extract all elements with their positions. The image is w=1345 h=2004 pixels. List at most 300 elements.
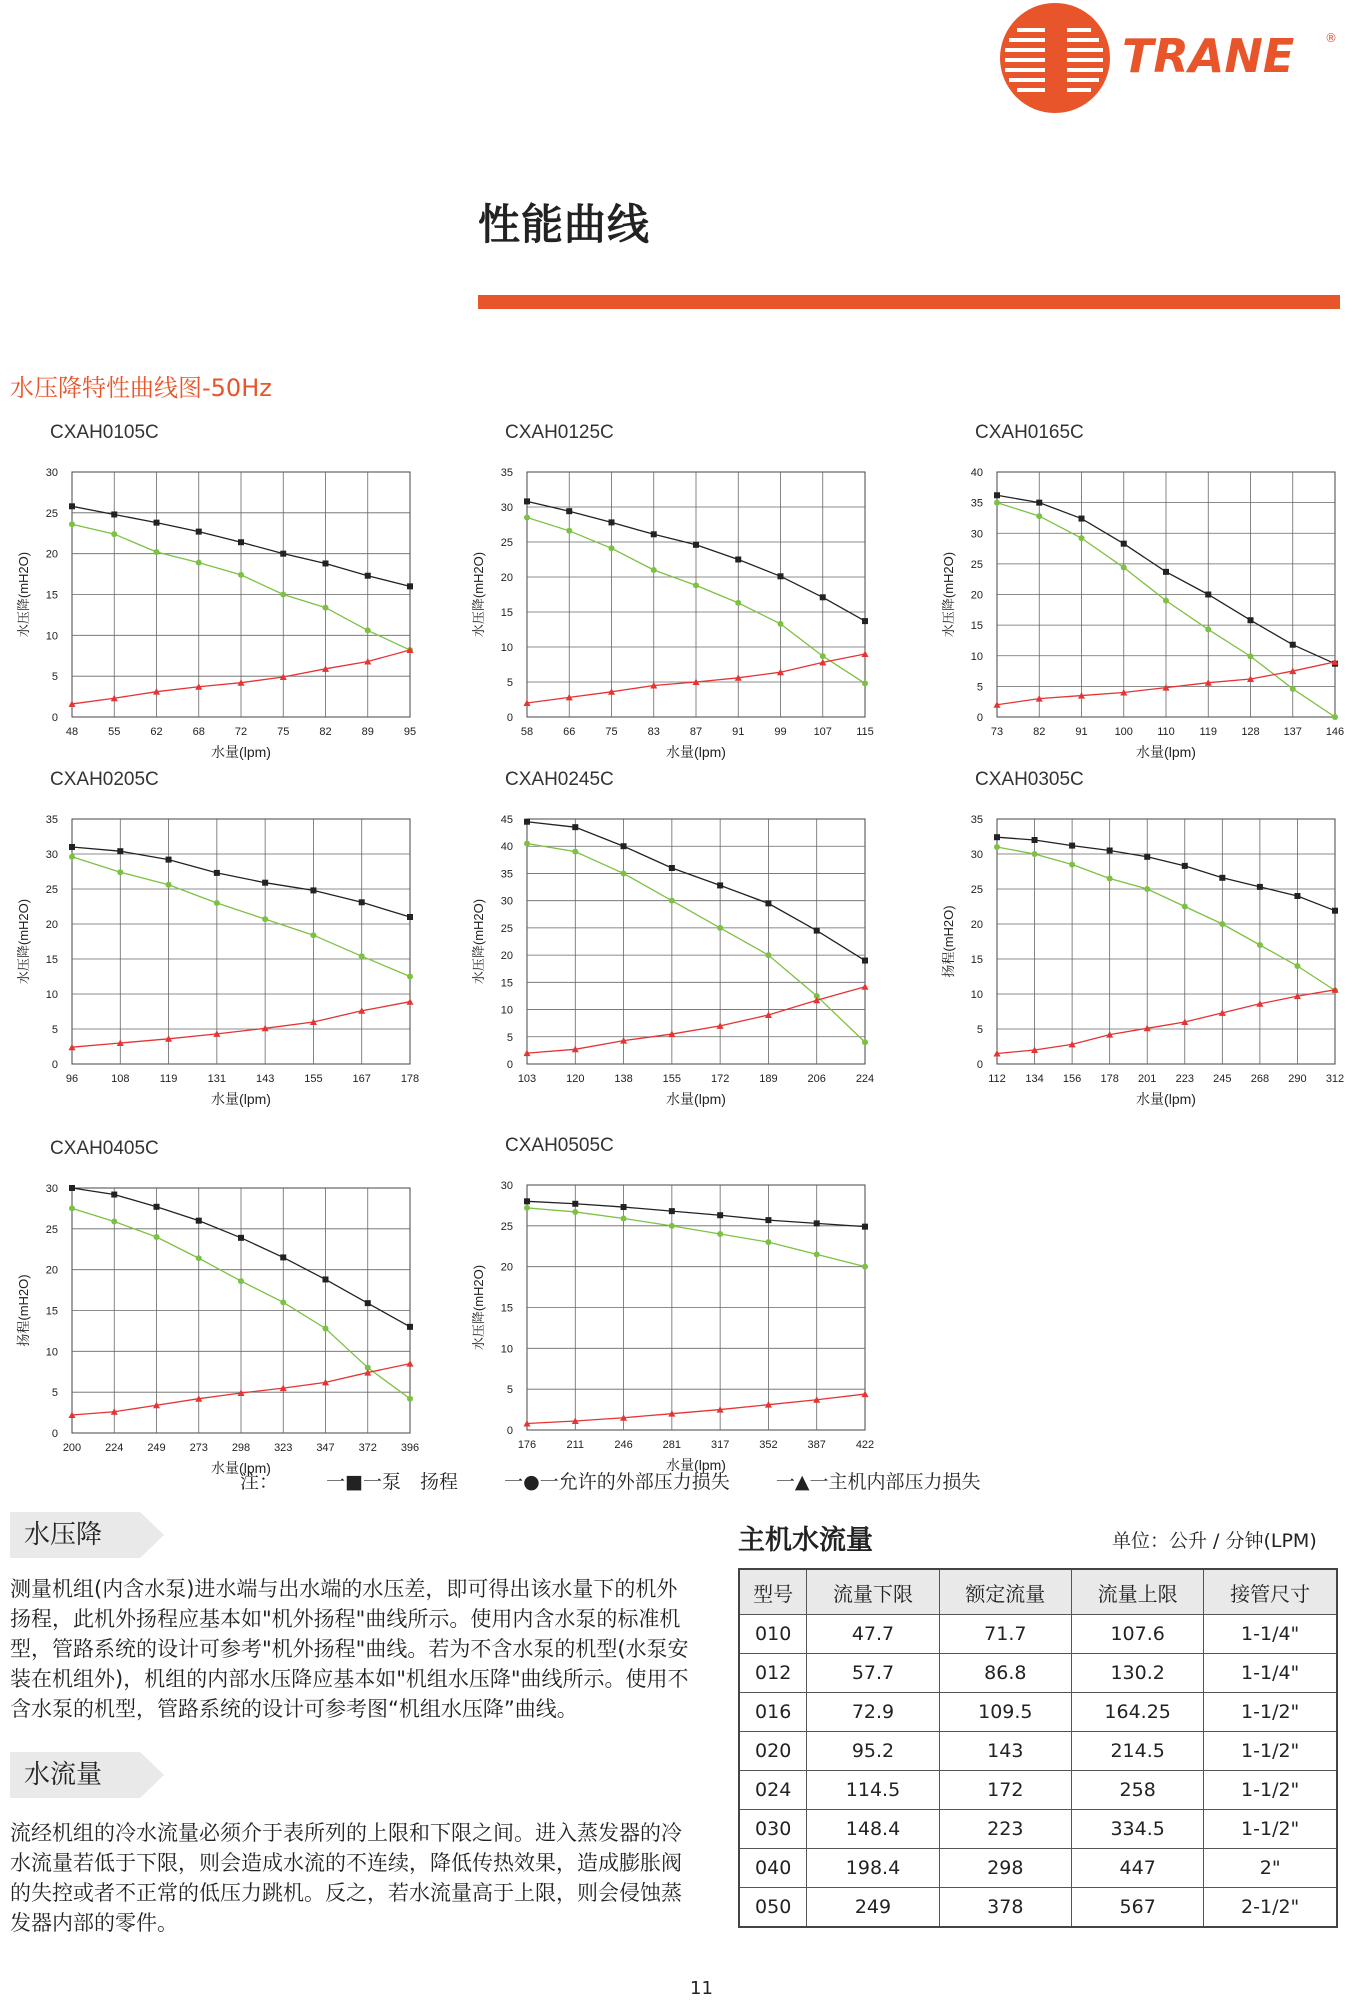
y-tick-label: 25 [500, 537, 513, 549]
data-point-external [609, 545, 615, 551]
table-cell: 47.7 [807, 1615, 939, 1654]
table-row [739, 1810, 1337, 1849]
y-tick-label: 20 [970, 919, 983, 931]
y-tick-label: 5 [976, 681, 983, 694]
table-cell: 016 [739, 1693, 807, 1732]
x-tick-label: 178 [1100, 1073, 1119, 1085]
x-tick-label: 110 [1157, 726, 1175, 738]
data-point-pump [310, 887, 316, 893]
table-cell: 114.5 [807, 1771, 939, 1810]
y-tick-label: 40 [970, 467, 983, 479]
data-point-external [994, 500, 1000, 506]
table-cell: 57.7 [807, 1654, 939, 1693]
data-point-external [238, 1278, 244, 1284]
y-tick-label: 10 [500, 1004, 513, 1017]
x-tick-label: 120 [566, 1073, 585, 1085]
table-cell: 164.25 [1071, 1693, 1203, 1732]
table-row [739, 1888, 1337, 1928]
table-header-row [739, 1569, 1337, 1615]
y-tick-label: 35 [970, 497, 983, 510]
x-tick-label: 108 [111, 1073, 130, 1085]
y-tick-label: 0 [51, 712, 58, 724]
x-tick-label: 422 [855, 1439, 875, 1451]
y-tick-label: 35 [45, 814, 58, 826]
x-tick-label: 48 [65, 726, 79, 738]
data-point-pump [1107, 848, 1113, 854]
x-tick-label: 115 [856, 726, 874, 738]
x-tick-label: 189 [759, 1073, 778, 1085]
chart-cxah0245c [455, 767, 875, 1112]
table-cell: 95.2 [807, 1732, 939, 1771]
y-axis-label: 水压降(mH2O) [941, 551, 956, 638]
table-cell: 143 [939, 1732, 1071, 1771]
data-point-external [69, 521, 75, 527]
x-tick-label: 119 [1199, 726, 1218, 738]
data-point-pump [1257, 884, 1263, 890]
chart-cxah0405c [0, 1136, 420, 1481]
y-tick-label: 10 [500, 642, 513, 654]
x-tick-label: 178 [400, 1073, 420, 1085]
x-tick-label: 55 [108, 726, 121, 738]
table-cell: 258 [1071, 1771, 1203, 1810]
table-cell: 567 [1071, 1888, 1203, 1928]
table-cell: 1-1/2" [1204, 1810, 1337, 1849]
y-tick-label: 10 [45, 630, 58, 643]
data-point-external [1069, 862, 1075, 868]
water-drop-text: 测量机组(内含水泵)进水端与出水端的水压差，即可得出该水量下的机外扬程，此机外扬程应基本如"机外扬程"曲线所示。使用内含水泵的标准机型，管路系统的设计可参考"机外扬程"曲线。若为不含水泵的机型(水泵安装在机组外)，机组的内部水压降应基本如"机组水压降"曲线所示。使用不含水泵的机型，管路系统的设计可参考图“机组水压降”曲线。 [10, 1577, 689, 1721]
x-tick-label: 317 [710, 1439, 730, 1451]
x-tick-label: 249 [147, 1442, 166, 1454]
svg-text:®: ® [1325, 31, 1337, 45]
y-tick-label: 30 [45, 467, 58, 479]
x-tick-label: 72 [234, 726, 248, 738]
data-point-pump [862, 618, 868, 624]
data-point-external [280, 1299, 286, 1305]
data-point-pump [717, 1212, 723, 1218]
y-tick-label: 30 [45, 1183, 58, 1195]
y-tick-label: 15 [500, 1302, 513, 1315]
data-point-pump [572, 1201, 578, 1207]
data-point-pump [365, 1300, 371, 1306]
chart-cxah0165c [925, 420, 1345, 765]
table-cell: 378 [939, 1888, 1071, 1928]
data-point-external [365, 627, 371, 633]
data-point-external [154, 1234, 160, 1240]
table-cell: 198.4 [807, 1849, 939, 1888]
table-cell: 040 [739, 1849, 807, 1888]
x-axis-label: 水量(lpm) [1136, 744, 1196, 760]
table-cell: 172 [939, 1771, 1071, 1810]
table-cell: 109.5 [939, 1693, 1071, 1732]
x-tick-label: 95 [403, 726, 417, 738]
water-flow-text: 流经机组的冷水流量必须介于表所列的上限和下限之间。进入蒸发器的冷水流量若低于下限，则会造成水流的不连续，降低传热效果，造成膨胀阀的失控或者不正常的低压力跳机。反之，若水流量高于上限，则会侵蚀蒸发器内部的零件。 [10, 1821, 682, 1935]
table-cell: 010 [739, 1615, 807, 1654]
x-tick-label: 83 [647, 726, 660, 738]
y-tick-label: 20 [500, 950, 513, 963]
data-point-pump [111, 1192, 117, 1198]
x-tick-label: 134 [1025, 1073, 1044, 1085]
data-point-pump [524, 819, 530, 825]
y-tick-label: 15 [500, 607, 513, 619]
y-tick-label: 0 [506, 1425, 513, 1437]
data-point-external [524, 1205, 530, 1211]
data-point-pump [1121, 541, 1127, 547]
data-point-internal [862, 651, 869, 658]
data-point-pump [1144, 854, 1150, 860]
data-point-pump [262, 880, 268, 886]
x-tick-label: 268 [1250, 1073, 1270, 1085]
data-point-external [862, 680, 868, 686]
x-tick-label: 200 [62, 1442, 82, 1454]
x-axis-label: 水量(lpm) [666, 744, 726, 760]
series-line-external [72, 857, 410, 977]
data-point-pump [1205, 592, 1211, 598]
data-point-external [196, 560, 202, 566]
table-cell: 024 [739, 1771, 807, 1810]
data-point-pump [407, 1324, 413, 1330]
x-tick-label: 372 [358, 1442, 377, 1454]
x-tick-label: 73 [990, 726, 1004, 738]
y-tick-label: 15 [970, 620, 983, 633]
data-point-external [154, 549, 160, 555]
y-tick-label: 20 [970, 589, 983, 602]
data-point-external [1107, 876, 1113, 882]
data-point-external [566, 528, 572, 534]
y-axis-label: 水压降(mH2O) [471, 551, 486, 638]
data-point-external [69, 1205, 75, 1211]
data-point-pump [280, 551, 286, 557]
data-point-external [765, 1239, 771, 1245]
data-point-external [117, 869, 123, 875]
water-drop-heading: 水压降 [10, 1512, 140, 1558]
x-tick-label: 62 [150, 726, 163, 738]
data-point-pump [1219, 875, 1225, 881]
y-tick-label: 25 [970, 558, 983, 571]
data-point-external [572, 849, 578, 855]
y-tick-label: 20 [45, 548, 58, 561]
x-axis-label: 水量(lpm) [211, 1091, 271, 1107]
data-point-pump [524, 1198, 530, 1204]
data-point-external [1182, 904, 1188, 910]
x-tick-label: 82 [319, 726, 332, 738]
data-point-external [1332, 714, 1338, 720]
y-tick-label: 30 [970, 528, 983, 541]
chart-legend [240, 1467, 1060, 1497]
y-tick-label: 30 [500, 895, 513, 908]
water-flow-heading: 水流量 [10, 1752, 140, 1798]
data-point-external [524, 841, 530, 847]
header-min-flow: 流量下限 [807, 1569, 939, 1615]
data-point-external [407, 1396, 413, 1402]
x-tick-label: 312 [1325, 1073, 1345, 1085]
chart-title: CXAH0405C [50, 1138, 159, 1159]
table-cell: 1-1/2" [1204, 1771, 1337, 1810]
x-tick-label: 107 [813, 726, 832, 738]
y-tick-label: 30 [45, 849, 58, 861]
data-point-pump [669, 865, 675, 871]
data-point-pump [69, 844, 75, 850]
y-tick-label: 40 [500, 841, 513, 854]
data-point-pump [238, 539, 244, 545]
data-point-pump [214, 870, 220, 876]
x-tick-label: 290 [1288, 1073, 1307, 1085]
x-tick-label: 131 [207, 1073, 227, 1085]
table-cell: 2" [1204, 1849, 1337, 1888]
legend-note: 注： [240, 1471, 279, 1493]
x-tick-label: 245 [1213, 1073, 1232, 1085]
data-point-external [1294, 963, 1300, 969]
table-cell: 030 [739, 1810, 807, 1849]
x-tick-label: 246 [614, 1439, 633, 1451]
data-point-external [669, 1223, 675, 1229]
y-axis-label: 水压降(mH2O) [471, 898, 486, 985]
data-point-pump [1036, 500, 1042, 506]
data-point-pump [735, 557, 741, 563]
data-point-pump [196, 529, 202, 535]
data-point-external [238, 572, 244, 578]
chart-cxah0505c [455, 1133, 875, 1478]
legend-internal: 一▲一主机内部压力损失 [775, 1471, 981, 1493]
chart-title: CXAH0205C [50, 769, 159, 790]
data-point-pump [1079, 516, 1085, 522]
header-rated-flow: 额定流量 [939, 1569, 1071, 1615]
x-tick-label: 387 [807, 1439, 826, 1451]
table-cell: 249 [807, 1888, 939, 1928]
data-point-internal [862, 983, 869, 990]
table-cell: 050 [739, 1888, 807, 1928]
data-point-pump [280, 1254, 286, 1260]
y-tick-label: 45 [500, 814, 513, 826]
chart-cxah0105c [0, 420, 420, 765]
data-point-pump [669, 1208, 675, 1214]
legend-pump: 一■一泵 扬程 [326, 1471, 459, 1493]
legend-external: 一●一允许的外部压力损失 [504, 1471, 730, 1493]
series-line-internal [72, 1002, 410, 1047]
data-point-external [524, 515, 530, 521]
flow-table-title: 主机水流量 [738, 1525, 873, 1556]
x-tick-label: 68 [192, 726, 205, 738]
data-point-external [1219, 921, 1225, 927]
table-cell: 298 [939, 1849, 1071, 1888]
table-cell: 012 [739, 1654, 807, 1693]
table-cell: 020 [739, 1732, 807, 1771]
data-point-pump [69, 503, 75, 509]
table-cell: 447 [1071, 1849, 1203, 1888]
y-tick-label: 0 [51, 1428, 58, 1440]
x-tick-label: 137 [1283, 726, 1302, 738]
data-point-external [765, 952, 771, 958]
data-point-external [280, 592, 286, 598]
data-point-external [820, 653, 826, 659]
data-point-pump [1248, 617, 1254, 623]
data-point-pump [621, 1204, 627, 1210]
data-point-external [717, 925, 723, 931]
x-tick-label: 91 [732, 726, 745, 738]
data-point-external [214, 900, 220, 906]
data-point-pump [1069, 843, 1075, 849]
x-tick-label: 172 [710, 1073, 730, 1085]
data-point-pump [765, 1217, 771, 1223]
data-point-pump [1182, 863, 1188, 869]
x-tick-label: 298 [231, 1442, 251, 1454]
data-point-internal [407, 998, 414, 1005]
data-point-external [1248, 653, 1254, 659]
y-tick-label: 30 [970, 849, 983, 861]
table-cell: 148.4 [807, 1810, 939, 1849]
data-point-pump [862, 1224, 868, 1230]
data-point-external [1257, 942, 1263, 948]
y-tick-label: 0 [51, 1059, 58, 1071]
y-tick-label: 10 [970, 650, 983, 663]
y-tick-label: 5 [51, 671, 58, 684]
y-tick-label: 0 [506, 1059, 513, 1071]
y-tick-label: 10 [45, 1346, 58, 1359]
title-underline [478, 295, 1340, 309]
y-tick-label: 15 [500, 977, 513, 990]
data-point-external [1036, 513, 1042, 519]
y-tick-label: 0 [506, 712, 513, 724]
y-tick-label: 25 [45, 1223, 58, 1236]
data-point-pump [323, 560, 329, 566]
data-point-external [621, 870, 627, 876]
y-axis-label: 水压降(mH2O) [16, 551, 31, 638]
trane-logo [995, 0, 1340, 115]
table-cell: 1-1/4" [1204, 1615, 1337, 1654]
x-axis-label: 水量(lpm) [666, 1457, 726, 1473]
y-tick-label: 5 [51, 1387, 58, 1400]
y-axis-label: 水压降(mH2O) [16, 898, 31, 985]
data-point-pump [365, 573, 371, 579]
y-tick-label: 35 [500, 868, 513, 881]
data-point-external [621, 1215, 627, 1221]
table-cell: 72.9 [807, 1693, 939, 1732]
y-tick-label: 25 [45, 884, 58, 896]
data-point-pump [407, 914, 413, 920]
data-point-external [196, 1255, 202, 1261]
data-point-external [735, 600, 741, 606]
y-tick-label: 20 [500, 1261, 513, 1274]
y-tick-label: 10 [45, 989, 58, 1001]
data-point-pump [778, 573, 784, 579]
x-tick-label: 155 [304, 1073, 323, 1085]
data-point-pump [994, 492, 1000, 498]
data-point-external [717, 1231, 723, 1237]
x-tick-label: 91 [1075, 726, 1088, 738]
data-point-pump [621, 843, 627, 849]
x-tick-label: 89 [361, 726, 374, 738]
y-tick-label: 5 [506, 1384, 513, 1397]
x-tick-label: 128 [1241, 726, 1260, 738]
y-tick-label: 20 [45, 1264, 58, 1277]
data-point-external [778, 621, 784, 627]
series-line-internal [997, 990, 1335, 1054]
data-point-pump [717, 882, 723, 888]
data-point-external [111, 1218, 117, 1224]
y-tick-label: 25 [500, 1220, 513, 1233]
data-point-external [1163, 598, 1169, 604]
data-point-pump [572, 824, 578, 830]
data-point-internal [407, 1360, 414, 1367]
series-line-pump [72, 847, 410, 917]
y-tick-label: 30 [500, 502, 513, 514]
data-point-external [69, 854, 75, 860]
data-point-external [1032, 851, 1038, 857]
data-point-pump [196, 1218, 202, 1224]
y-tick-label: 10 [500, 1343, 513, 1356]
series-line-pump [997, 837, 1335, 911]
chart-title: CXAH0125C [505, 422, 614, 443]
data-point-external [814, 1251, 820, 1257]
y-tick-label: 15 [45, 589, 58, 602]
y-tick-label: 35 [970, 814, 983, 826]
x-axis-label: 水量(lpm) [211, 1460, 271, 1476]
data-point-external [651, 567, 657, 573]
x-tick-label: 119 [159, 1073, 178, 1085]
x-tick-label: 75 [605, 726, 618, 738]
y-tick-label: 5 [976, 1024, 983, 1036]
x-tick-label: 82 [1033, 726, 1046, 738]
y-tick-label: 5 [506, 677, 513, 689]
data-point-pump [359, 899, 365, 905]
data-point-pump [862, 958, 868, 964]
data-point-pump [166, 857, 172, 863]
x-tick-label: 100 [1114, 726, 1133, 738]
data-point-external [407, 974, 413, 980]
y-tick-label: 0 [976, 1059, 983, 1071]
x-tick-label: 396 [400, 1442, 420, 1454]
data-point-external [862, 1039, 868, 1045]
data-point-pump [820, 594, 826, 600]
table-cell: 2-1/2" [1204, 1888, 1337, 1928]
chart-title: CXAH0245C [505, 769, 614, 790]
data-point-pump [524, 498, 530, 504]
header-max-flow: 流量上限 [1071, 1569, 1203, 1615]
x-axis-label: 水量(lpm) [1136, 1091, 1196, 1107]
y-tick-label: 20 [45, 919, 58, 931]
x-tick-label: 138 [614, 1073, 633, 1085]
data-point-external [1121, 565, 1127, 571]
x-tick-label: 146 [1325, 726, 1345, 738]
chart-title: CXAH0305C [975, 769, 1084, 790]
x-tick-label: 143 [255, 1073, 275, 1085]
x-tick-label: 352 [759, 1439, 778, 1451]
x-axis-label: 水量(lpm) [666, 1091, 726, 1107]
x-tick-label: 224 [855, 1073, 875, 1085]
x-tick-label: 281 [662, 1439, 682, 1451]
x-tick-label: 87 [689, 726, 703, 738]
x-tick-label: 323 [274, 1442, 293, 1454]
table-row [739, 1654, 1337, 1693]
data-point-pump [1294, 893, 1300, 899]
x-tick-label: 201 [1138, 1073, 1157, 1085]
plot-frame [72, 819, 410, 1064]
table-row [739, 1732, 1337, 1771]
y-axis-label: 扬程(mH2O) [16, 1274, 31, 1347]
y-tick-label: 15 [970, 954, 983, 966]
y-tick-label: 0 [976, 712, 983, 724]
data-point-external [166, 882, 172, 888]
data-point-pump [693, 542, 699, 548]
page-title: 性能曲线 [478, 200, 651, 249]
y-tick-label: 15 [45, 954, 58, 966]
x-tick-label: 224 [105, 1442, 124, 1454]
data-point-external [669, 898, 675, 904]
header-model: 型号 [739, 1569, 807, 1615]
data-point-external [262, 916, 268, 922]
x-tick-label: 58 [520, 726, 534, 738]
chart-cxah0205c [0, 767, 420, 1112]
y-tick-label: 5 [506, 1031, 513, 1044]
